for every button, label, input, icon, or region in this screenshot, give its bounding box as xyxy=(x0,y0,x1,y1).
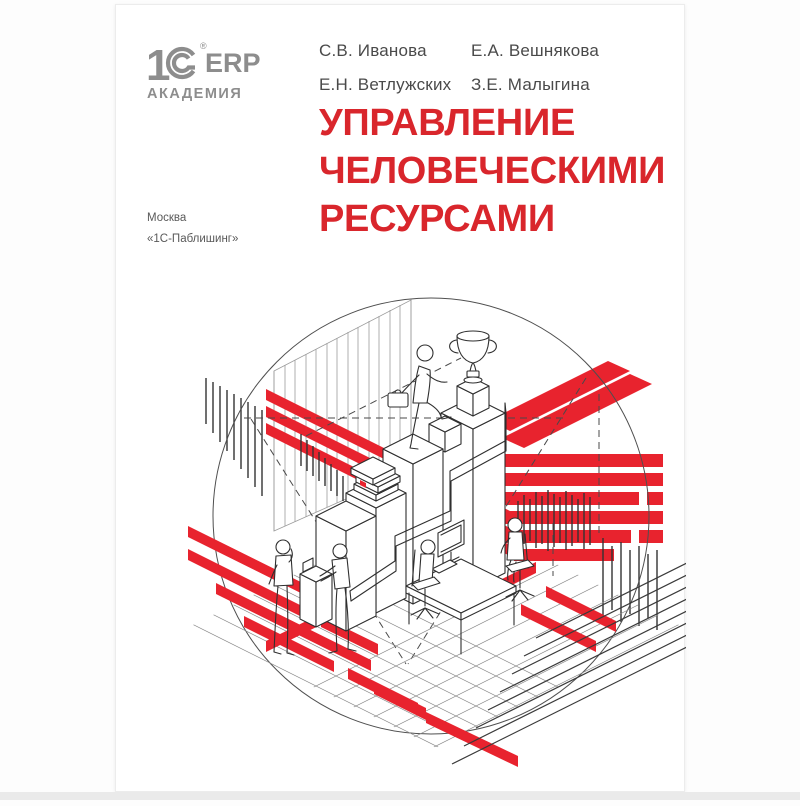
logo-coil-icon xyxy=(168,49,195,77)
logo-registered: ® xyxy=(200,41,207,51)
book-title-line: РЕСУРСАМИ xyxy=(319,198,555,240)
book-title xyxy=(319,99,665,243)
trophy-icon xyxy=(450,331,497,416)
authors-block xyxy=(319,41,599,95)
publisher-logo-icon xyxy=(146,36,274,104)
author-name: С.В. Иванова xyxy=(319,41,427,60)
author-name: Е.Н. Ветлужских xyxy=(319,75,452,94)
logo-erp: ERP xyxy=(205,48,261,78)
imprint-block xyxy=(147,208,238,250)
book-title-line: ЧЕЛОВЕЧЕСКИМИ xyxy=(319,150,666,192)
book-cover xyxy=(115,4,685,792)
logo-digit: 1 xyxy=(146,41,171,90)
author-name: Е.А. Вешнякова xyxy=(471,41,600,60)
logo-academy: АКАДЕМИЯ xyxy=(147,86,243,102)
photo-edge-strip xyxy=(0,792,800,800)
author-name: З.Е. Малыгина xyxy=(471,75,590,94)
imprint-city: Москва xyxy=(147,212,187,224)
book-title-line: УПРАВЛЕНИЕ xyxy=(319,102,576,144)
imprint-publisher: «1С-Паблишинг» xyxy=(147,233,239,245)
cover-illustration xyxy=(116,286,686,806)
